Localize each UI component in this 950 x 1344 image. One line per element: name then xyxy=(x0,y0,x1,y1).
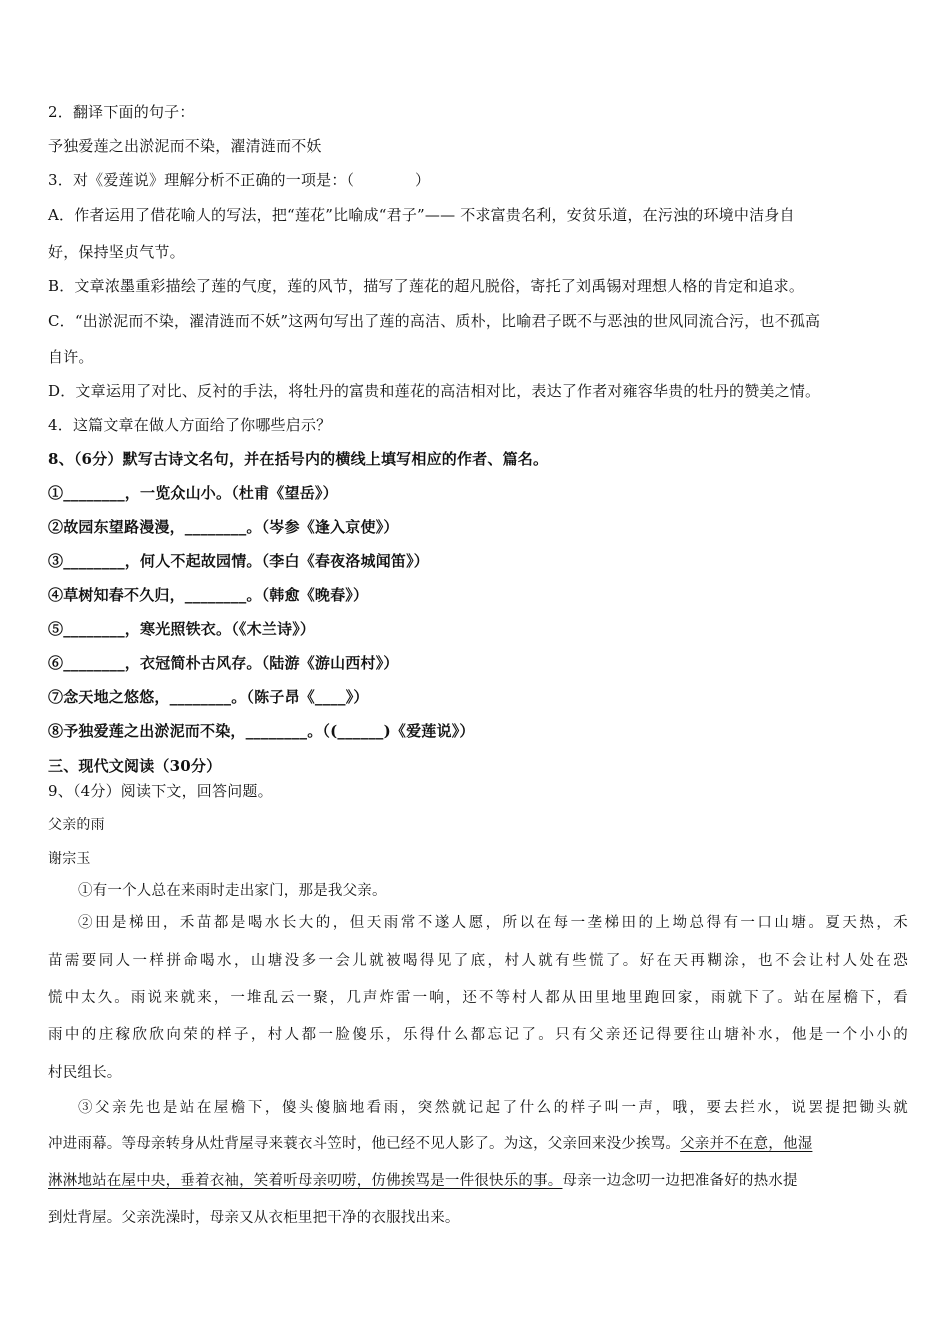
article-author: 谢宗玉 xyxy=(48,851,91,867)
article-paragraph-2-line: 苗需要同人一样拼命喝水，山塘没多一会儿就被喝得见了底，村人就有些慌了。好在天再糊涂，也不会让村人处在恐 xyxy=(48,953,908,969)
q8-item: ④草树知春不久归，________。（韩愈《晚春》） xyxy=(48,586,369,604)
q3-option-c-line1: C．“出淤泥而不染，濯清涟而不妖”这两句写出了莲的高洁、质朴，比喻君子既不与恶浊的世风同流合污，也不孤高 xyxy=(48,312,821,330)
article-paragraph-2-line: 慌中太久。雨说来就来，一堆乱云一聚，几声炸雷一响，还不等村人都从田里地里跑回家，雨就下了。站在屋檐下，看 xyxy=(48,990,908,1006)
article-paragraph-3-line: 到灶背屋。父亲洗澡时，母亲又从衣柜里把干净的衣服找出来。 xyxy=(48,1210,460,1226)
q3-option-b: B．文章浓墨重彩描绘了莲的气度，莲的风节，描写了莲花的超凡脱俗，寄托了刘禹锡对理想人格的肯定和追求。 xyxy=(48,277,805,295)
underlined-sentence: 父亲并不在意，他湿 xyxy=(680,1136,813,1152)
q8-item: ⑦念天地之悠悠，________。（陈子昂《____》） xyxy=(48,688,369,706)
q8-item: ①________，一览众山小。（杜甫《望岳》） xyxy=(48,484,338,502)
article-paragraph-2-line: 雨中的庄稼欣欣向荣的样子，村人都一脸傻乐，乐得什么都忘记了。只有父亲还记得要往山塘补水，他是一个小小的 xyxy=(48,1027,908,1043)
q3-option-a-line1: A．作者运用了借花喻人的写法，把“莲花”比喻成“君子”—— 不求富贵名利，安贫乐道，在污浊的环境中洁身自 xyxy=(48,206,795,224)
q3-option-d: D．文章运用了对比、反衬的手法，将牡丹的富贵和莲花的高洁相对比，表达了作者对雍容华贵的牡丹的赞美之情。 xyxy=(48,382,821,400)
q4-title: 4．这篇文章在做人方面给了你哪些启示？ xyxy=(48,416,332,434)
q9-title: 9、（4分）阅读下文，回答问题。 xyxy=(48,782,273,800)
q8-title: 8、（6分）默写古诗文名句，并在括号内的横线上填写相应的作者、篇名。 xyxy=(48,450,549,468)
underlined-sentence: 淋淋地站在屋中央，垂着衣袖，笑着听母亲叨唠，仿佛挨骂是一件很快乐的事。 xyxy=(48,1173,563,1189)
q8-item: ③________，何人不起故园情。（李白《春夜洛城闻笛》） xyxy=(48,552,430,570)
q8-item: ⑧予独爱莲之出淤泥而不染，________。（(______)《爱莲说》） xyxy=(48,722,475,740)
paragraph-text: 冲进雨幕。等母亲转身从灶背屋寻来蓑衣斗笠时，他已经不见人影了。为这，父亲回来没少挨骂。 xyxy=(48,1136,681,1152)
q3-title: 3．对《爱莲说》理解分析不正确的一项是：（ ） xyxy=(48,171,431,189)
q8-item: ②故园东望路漫漫，________。（岑参《逢入京使》） xyxy=(48,518,399,536)
section3-title: 三、现代文阅读（30分） xyxy=(48,757,222,775)
article-paragraph-2-line: 村民组长。 xyxy=(48,1065,122,1081)
article-paragraph-3-line xyxy=(48,1171,908,1191)
article-paragraph-3-line: ③父亲先也是站在屋檐下，傻头傻脑地看雨，突然就记起了什么的样子叫一声，哦，要去拦水，说罢提把锄头就 xyxy=(78,1100,908,1116)
article-paragraph-2-line: ②田是梯田，禾苗都是喝水长大的，但天雨常不遂人愿，所以在每一垄梯田的上坳总得有一口山塘。夏天热，禾 xyxy=(78,915,908,931)
article-title: 父亲的雨 xyxy=(48,817,105,833)
q3-option-a-line2: 好，保持坚贞气节。 xyxy=(48,243,185,261)
q2-title: 2．翻译下面的句子： xyxy=(48,103,195,121)
article-paragraph-1: ①有一个人总在来雨时走出家门，那是我父亲。 xyxy=(78,883,387,899)
paragraph-text: 母亲一边念叨一边把准备好的热水提 xyxy=(562,1173,798,1189)
q8-item: ⑤________，寒光照铁衣。（《木兰诗》） xyxy=(48,620,316,638)
q8-item: ⑥________，衣冠简朴古风存。（陆游《游山西村》） xyxy=(48,654,399,672)
q3-option-c-line2: 自许。 xyxy=(48,348,94,366)
article-paragraph-3-line xyxy=(48,1134,908,1154)
q2-sentence: 予独爱莲之出淤泥而不染，濯清涟而不妖 xyxy=(48,137,322,155)
